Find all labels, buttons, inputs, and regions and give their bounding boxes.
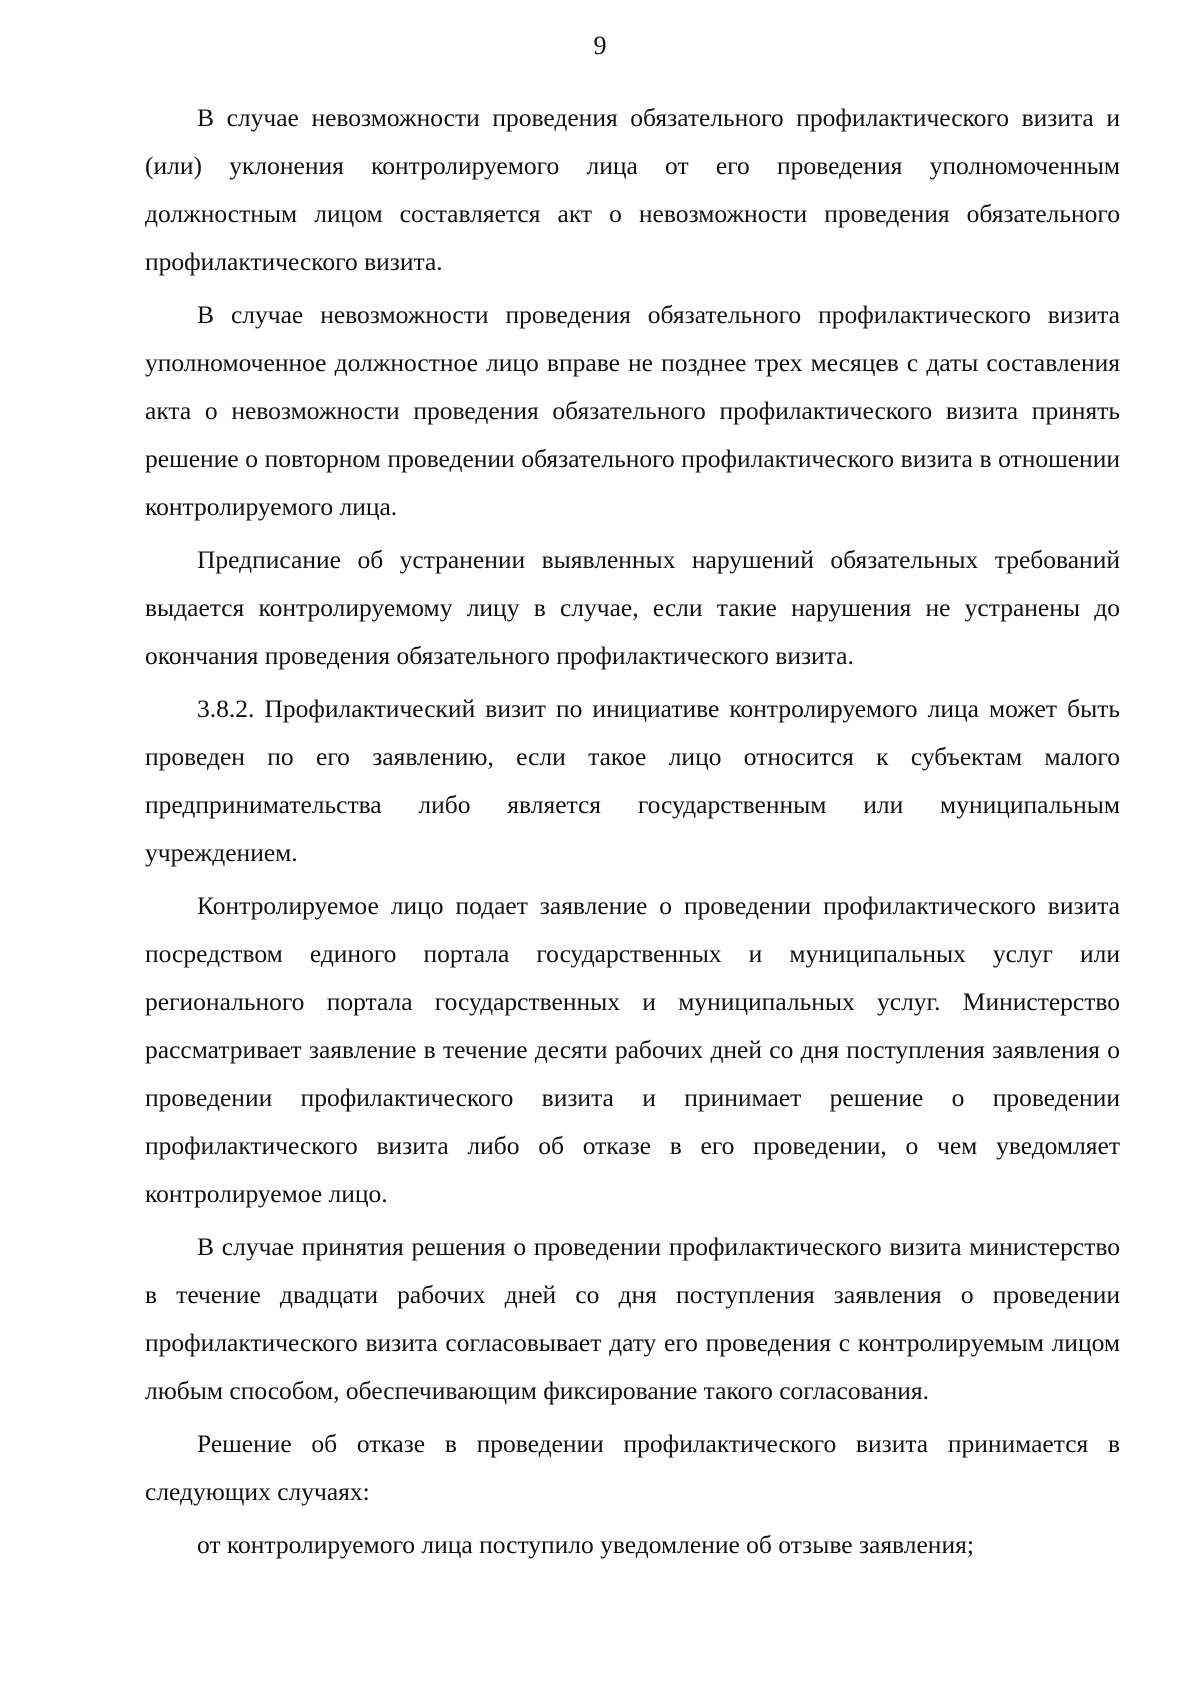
- page-number: 9: [593, 31, 607, 60]
- paragraph-date-agreement: В случае принятия решения о проведении профилактического визита министерство в течение двадцати рабочих дней со дня поступления заявления о проведении профилактического визита согласовывает дату его проведения с контролируемым лицом любым способом, обеспечивающим фиксирование такого согласования.: [145, 1232, 1120, 1405]
- paragraph-refusal-cases: Решение об отказе в проведении профилактического визита принимается в следующих случаях:: [145, 1429, 1120, 1506]
- paragraph-withdrawal-notice: от контролируемого лица поступило уведомление об отзыве заявления;: [197, 1530, 974, 1559]
- paragraph-application-submission: Контролируемое лицо подает заявление о проведении профилактического визита посредством единого портала государственных и муниципальных услуг или регионального портала государственных и муниципальных услуг. Министерство рассматривает заявление в течение десяти рабочих дней со дня поступления заявления о проведении профилактического визита и принимает решение о проведении профилактического визита либо об отказе в его проведении, о чем уведомляет контролируемое лицо.: [145, 891, 1120, 1208]
- paragraph-impossibility-act: В случае невозможности проведения обязательного профилактического визита и (или) уклонения контролируемого лица от его проведения уполномоченным должностным лицом составляется акт о невозможности проведения обязательного профилактического визита.: [145, 103, 1120, 276]
- document-body: [145, 94, 1120, 1569]
- paragraph-prescription: Предписание об устранении выявленных нарушений обязательных требований выдается контролируемому лицу в случае, если такие нарушения не устранены до окончания проведения обязательного профилактического визита.: [145, 545, 1120, 670]
- paragraph-repeat-visit: В случае невозможности проведения обязательного профилактического визита уполномоченное должностное лицо вправе не позднее трех месяцев с даты составления акта о невозможности проведения обязательного профилактического визита принять решение о повторном проведении обязательного профилактического визита в отношении контролируемого лица.: [145, 300, 1120, 521]
- paragraph-section-3-8-2: 3.8.2. Профилактический визит по инициативе контролируемого лица может быть проведен по его заявлению, если такое лицо относится к субъектам малого предпринимательства либо является государственным или муниципальным учреждением.: [145, 694, 1120, 867]
